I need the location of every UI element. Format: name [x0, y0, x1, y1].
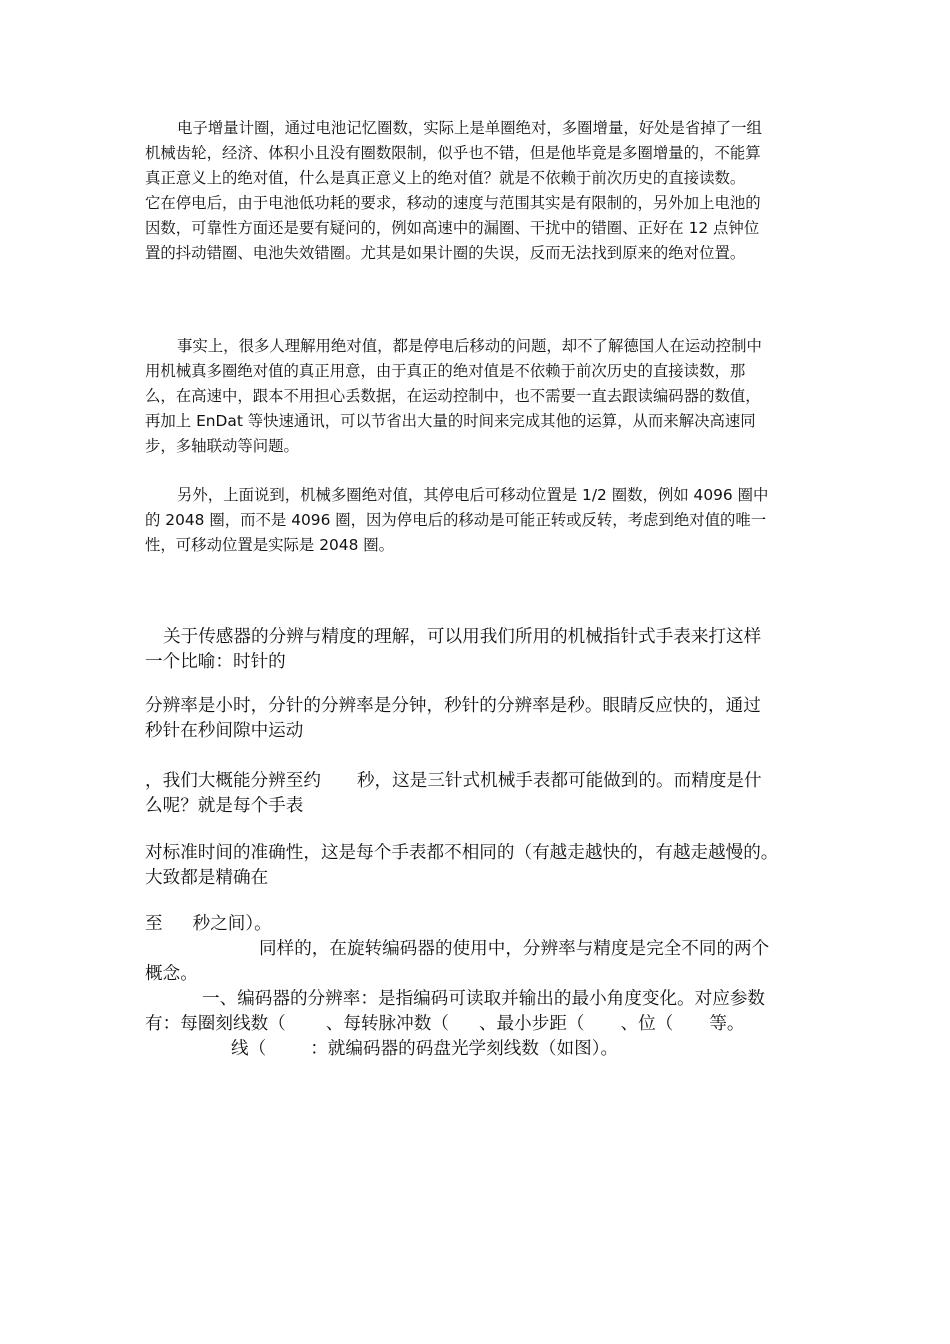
paragraph-electronic-counting	[145, 116, 810, 266]
text-line: 一个比喻：时针的	[145, 652, 286, 672]
text-fragment: 线（	[231, 1039, 267, 1059]
text-line: 再加上 EnDat 等快速通讯，可以节省出大量的时间来完成其他的运算，从而来解决高速同	[145, 412, 756, 430]
text-line: 对标准时间的准确性，这是每个手表都不相同的（有越走越快的，有越走越慢的。	[145, 843, 779, 863]
text-line: 步，多轴联动等问题。	[145, 437, 299, 455]
paragraph-encoder-concepts	[145, 937, 810, 987]
text-line: 真正意义上的绝对值，什么是真正意义上的绝对值？就是不依赖于前次历史的直接读数。	[145, 169, 746, 187]
text-fragment: 秒，这是三针式机械手表都可能做到的。而精度是什	[356, 771, 762, 791]
text-fragment: 等。	[709, 1014, 745, 1034]
text-line: 秒针在秒间隙中运动	[145, 721, 304, 741]
text-fragment: 秒之间）。	[192, 914, 272, 934]
paragraph-watch-analogy-4	[145, 841, 810, 891]
text-fragment: 、位（	[620, 1014, 674, 1034]
text-line: 大致都是精确在	[145, 868, 269, 888]
paragraph-encoder-resolution	[145, 987, 810, 1062]
paragraph-movable-position	[145, 483, 810, 558]
text-fragment: 、最小步距（	[478, 1014, 585, 1034]
text-fragment: ，我们大概能分辨至约	[145, 771, 321, 791]
text-line: 关于传感器的分辨与精度的理解，可以用我们所用的机械指针式手表来打这样	[163, 627, 762, 647]
text-line: 同样的，在旋转编码器的使用中，分辨率与精度是完全不同的两个	[259, 939, 770, 959]
paragraph-watch-analogy-2	[145, 694, 810, 744]
text-line: 置的抖动错圈、电池失效错圈。尤其是如果计圈的失误，反而无法找到原来的绝对位置。	[145, 244, 746, 262]
text-line: 机械齿轮，经济、体积小且没有圈数限制，似乎也不错，但是他毕竟是多圈增量的，不能算	[145, 144, 761, 162]
text-line: 的 2048 圈，而不是 4096 圈，因为停电后的移动是可能正转或反转，考虑到绝对值的唯一	[145, 511, 767, 529]
paragraph-absolute-value-purpose	[145, 334, 810, 459]
paragraph-watch-analogy-5	[145, 912, 810, 937]
text-line: 事实上，很多人理解用绝对值，都是停电后移动的问题，却不了解德国人在运动控制中	[177, 337, 762, 355]
text-line: 用机械真多圈绝对值的真正用意，由于真正的绝对值是不依赖于前次历史的直接读数，那	[145, 362, 746, 380]
text-line: 一、编码器的分辨率：是指编码可读取并输出的最小角度变化。对应参数	[202, 989, 766, 1009]
text-line: 电子增量计圈，通过电池记忆圈数，实际上是单圈绝对，多圈增量，好处是省掉了一组	[177, 119, 762, 137]
paragraph-watch-analogy-3	[145, 769, 810, 819]
text-fragment: 至	[145, 914, 163, 934]
text-line: 分辨率是小时，分针的分辨率是分钟，秒针的分辨率是秒。眼睛反应快的，通过	[145, 696, 761, 716]
text-line: 性，可移动位置是实际是 2048 圈。	[145, 536, 395, 554]
text-line: 么，在高速中，跟本不用担心丢数据，在运动控制中，也不需要一直去跟读编码器的数值，	[145, 387, 761, 405]
text-line: 因数，可靠性方面还是要有疑问的，例如高速中的漏圈、干扰中的错圈、正好在 12 点钟位	[145, 219, 760, 237]
text-line: 它在停电后，由于电池低功耗的要求，移动的速度与范围其实是有限制的，另外加上电池的	[145, 194, 761, 212]
text-line: 另外，上面说到，机械多圈绝对值，其停电后可移动位置是 1/2 圈数，例如 4096 圈中	[177, 486, 769, 504]
text-fragment: 、每转脉冲数（	[325, 1014, 449, 1034]
text-line: 么呢？就是每个手表	[145, 796, 304, 816]
text-fragment: ：就编码器的码盘光学刻线数（如图）。	[310, 1039, 619, 1059]
paragraph-watch-analogy-1	[145, 625, 810, 675]
text-fragment: 有：每圈刻线数（	[145, 1014, 286, 1034]
text-line: 概念。	[145, 964, 198, 984]
